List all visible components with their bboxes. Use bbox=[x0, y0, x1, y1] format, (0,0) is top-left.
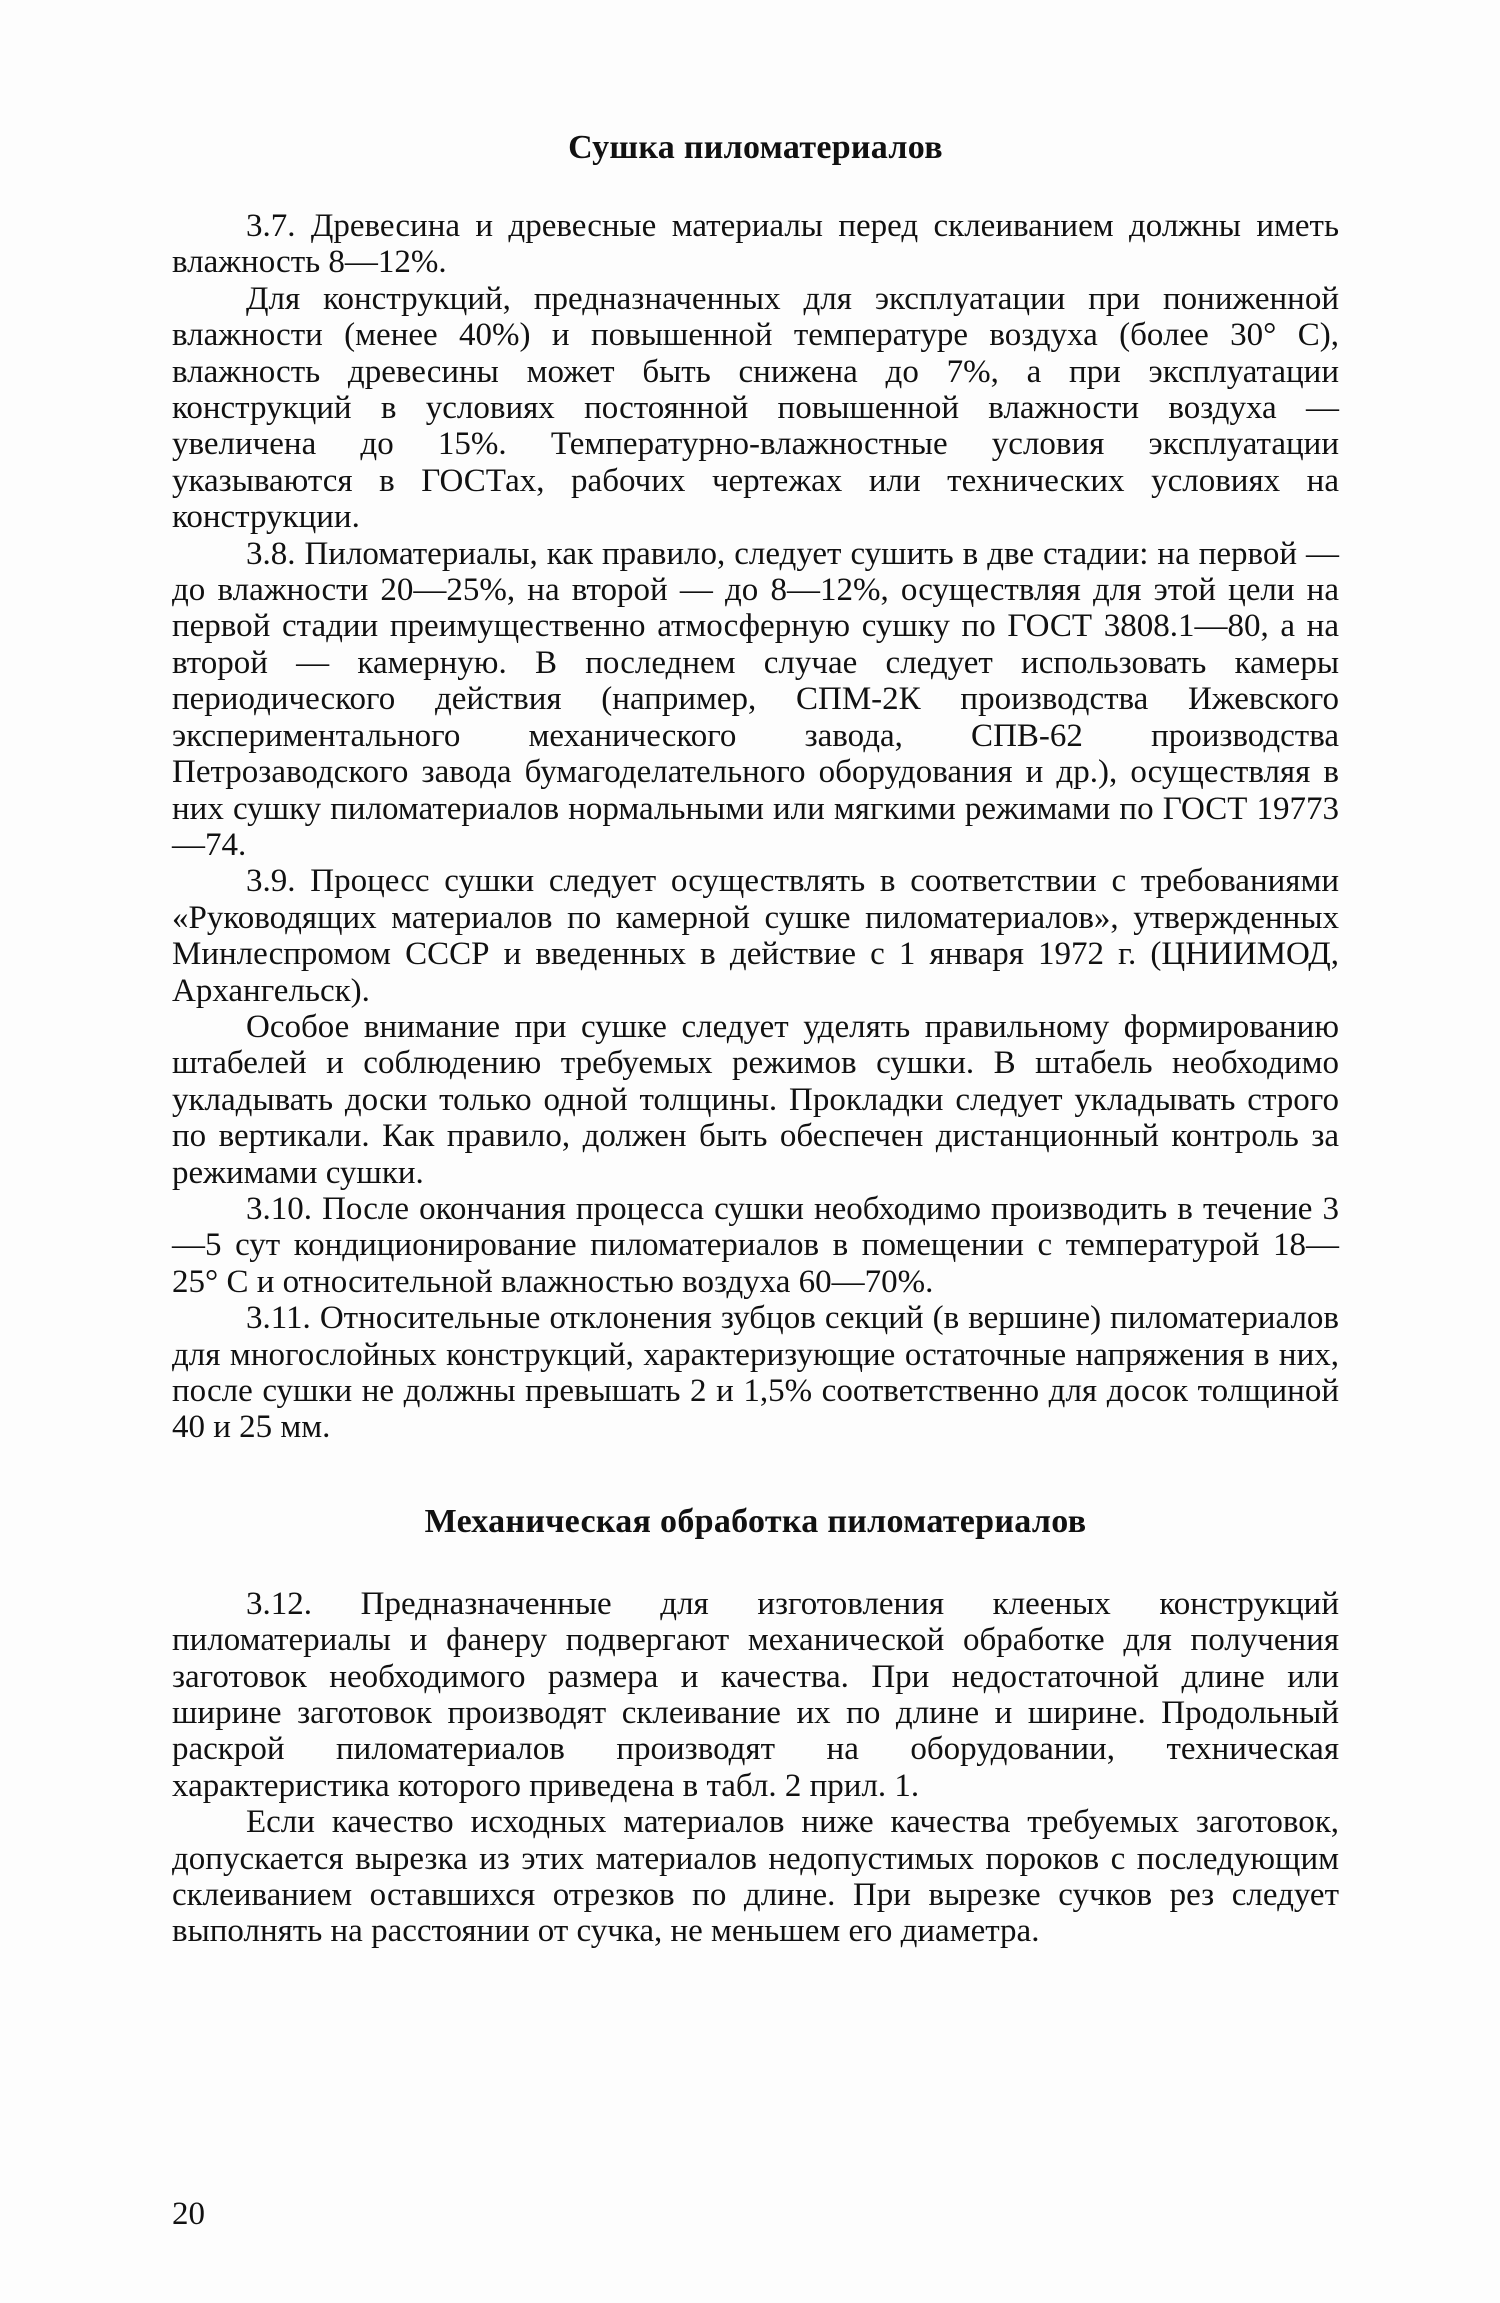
paragraph-stacking: Особое внимание при сушке следует уделять правильному формированию штабелей и соблюдению требуемых режимов сушки. В штабель необходимо укладывать доски только одной толщины. Прокладки следует укладывать строго по вертикали. Как правило, должен быть обеспечен дистанционный контроль за режимами сушки. bbox=[172, 1008, 1339, 1191]
paragraph-defect-cutting: Если качество исходных материалов ниже качества требуемых заготовок, допускается вырезка из этих материалов недопустимых пороков с последующим склеиванием оставшихся отрезков по длине. При вырезке сучков рез следует выполнять на расстоянии от сучка, не меньшем его диаметра. bbox=[172, 1804, 1339, 1950]
paragraph-3-8: 3.8. Пиломатериалы, как правило, следует сушить в две стадии: на первой — до влажности 20—25%, на второй — до 8—12%, осуществляя для этой цели на первой стадии преимущественно атмосферную сушку по ГОСТ 3808.1—80, а на второй — камерную. В последнем случае следует использовать камеры периодического действия (например, СПМ-2К производства Ижевского экспериментального механического завода, СПВ-62 производства Петрозаводского завода бумагоделательного оборудования и др.), осуществляя в них сушку пиломатериалов нормальными или мягкими режимами по ГОСТ 19773—74. bbox=[172, 535, 1339, 863]
section-heading-machining: Механическая обработка пиломатериалов bbox=[424, 1502, 1087, 1540]
paragraph-3-12: 3.12. Предназначенные для изготовления клееных конструкций пиломатериалы и фанеру подвергают механической обработке для получения заготовок необходимого размера и качества. При недостаточной длине или ширине заготовок производят склеивание их по длине и ширине. Продольный раскрой пиломатериалов производят на оборудовании, техническая характеристика которого приведена в табл. 2 прил. 1. bbox=[172, 1585, 1339, 1804]
paragraph-3-9: 3.9. Процесс сушки следует осуществлять в соответствии с требованиями «Руководящих материалов по камерной сушке пиломатериалов», утвержденных Минлеспромом СССР и введенных в действие с 1 января 1972 г. (ЦНИИМОД, Архангельск). bbox=[172, 863, 1339, 1009]
paragraph-3-7: 3.7. Древесина и древесные материалы перед склеиванием должны иметь влажность 8—12%. bbox=[172, 208, 1339, 281]
page-number: 20 bbox=[172, 2196, 205, 2232]
paragraph-3-10: 3.10. После окончания процесса сушки необходимо производить в течение 3—5 сут кондиционирование пиломатериалов в помещении с температурой 18—25° С и относительной влажностью воздуха 60—70%. bbox=[172, 1190, 1339, 1300]
text-column bbox=[172, 128, 1339, 1950]
paragraph-humidity-conditions: Для конструкций, предназначенных для эксплуатации при пониженной влажности (менее 40%) и повышенной температуре воздуха (более 30° С), влажность древесины может быть снижена до 7%, а при эксплуатации конструкций в условиях постоянной повышенной влажности воздуха — увеличена до 15%. Температурно-влажностные условия эксплуатации указываются в ГОСТах, рабочих чертежах или технических условиях на конструкции. bbox=[172, 280, 1339, 536]
paragraph-3-11: 3.11. Относительные отклонения зубцов секций (в вершине) пиломатериалов для многослойных конструкций, характеризующие остаточные напряжения в них, после сушки не должны превышать 2 и 1,5% соответственно для досок толщиной 40 и 25 мм. bbox=[172, 1300, 1339, 1446]
section-heading-drying: Сушка пиломатериалов bbox=[568, 129, 943, 166]
